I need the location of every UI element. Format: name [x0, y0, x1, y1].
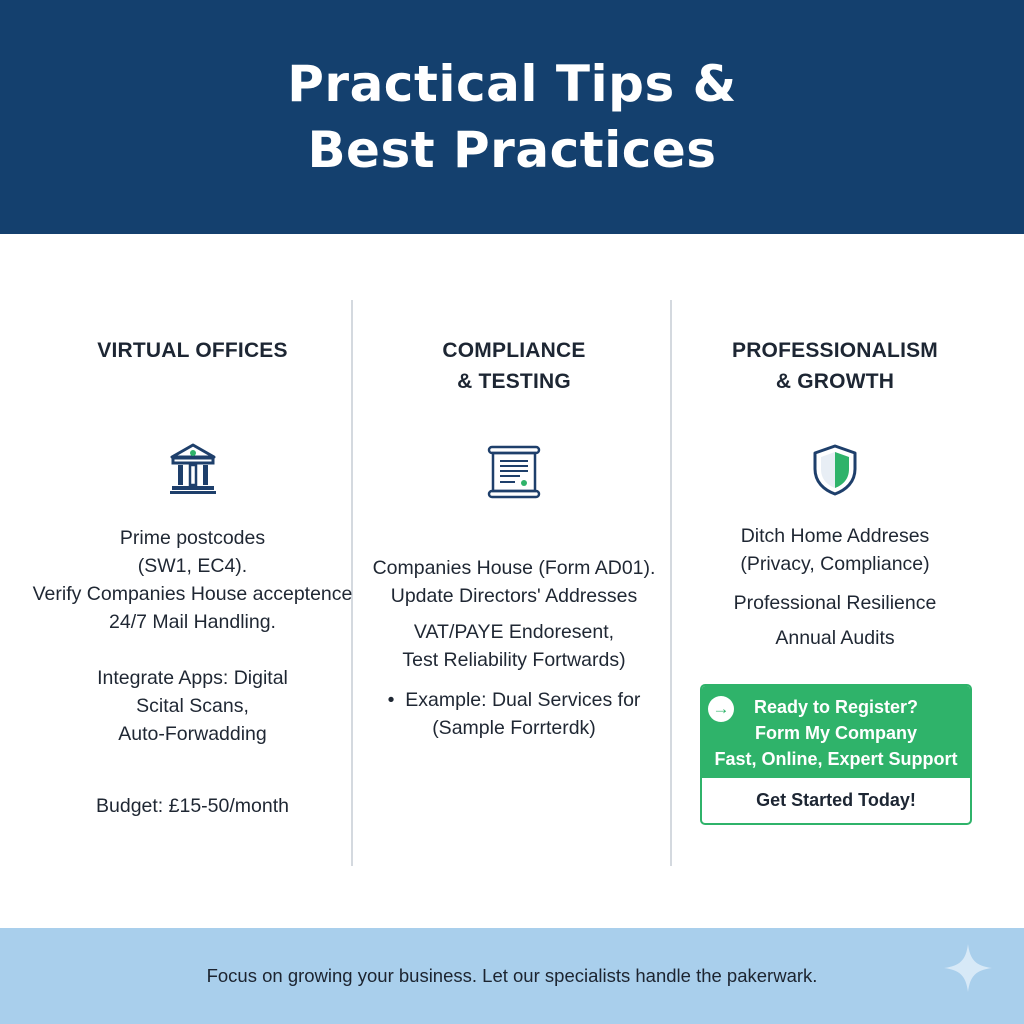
column-title — [20, 335, 365, 366]
column-title-line: PROFESSIONALISM — [731, 339, 939, 362]
cta-banner — [702, 686, 970, 778]
text-line: Example: Dual Services for — [405, 689, 641, 711]
column-title — [680, 335, 990, 397]
text-line: Scital Scans, — [136, 695, 249, 717]
cta-headline: Ready to Register? — [753, 697, 919, 717]
text-block — [355, 618, 673, 674]
text-line: 24/7 Mail Handling. — [109, 611, 276, 633]
page-header — [0, 0, 1024, 234]
column-title — [355, 335, 673, 397]
text-line: Ditch Home Addreses — [740, 525, 930, 547]
text-block — [680, 589, 990, 617]
cta-tagline: Fast, Online, Expert Support — [714, 749, 958, 769]
text-line: VAT/PAYE Endoresent, — [413, 621, 615, 643]
get-started-button[interactable]: Get Started Today! — [756, 790, 916, 810]
page-title-line-1: Practical Tips & — [287, 55, 737, 113]
page-title-line-2: Best Practices — [307, 121, 717, 179]
text-block — [355, 686, 673, 742]
bullet-item — [355, 686, 673, 714]
text-line: Prime postcodes — [119, 527, 266, 549]
column-compliance-testing — [355, 335, 673, 875]
text-line: Integrate Apps: Digital — [97, 667, 288, 689]
page-footer — [0, 928, 1024, 1024]
text-line: (SW1, EC4). — [137, 555, 248, 577]
shield-icon — [810, 443, 860, 502]
column-title-line: VIRTUAL OFFICES — [97, 339, 288, 362]
text-line: Verify Companies House acceptence — [32, 583, 353, 605]
text-line: Professional Resilience — [733, 592, 937, 614]
document-scroll-icon — [485, 443, 543, 506]
budget-text: Budget: £15-50/month — [96, 795, 289, 817]
text-line: Annual Audits — [775, 627, 895, 649]
footer-text: Focus on growing your business. Let our specialists handle the pakerwark. — [206, 965, 818, 986]
text-block — [20, 524, 365, 636]
bank-building-icon — [168, 443, 218, 500]
column-title-line: & GROWTH — [775, 370, 895, 393]
arrow-right-icon[interactable]: → — [708, 696, 734, 722]
sparkle-icon — [942, 942, 994, 999]
column-title-line: COMPLIANCE — [442, 339, 586, 362]
text-block — [680, 624, 990, 652]
bullet-icon: • — [387, 689, 395, 711]
text-line: Update Directors' Addresses — [390, 585, 638, 607]
cta-subline: Form My Company — [754, 723, 918, 743]
text-line: Test Reliability Fortwards) — [402, 649, 626, 671]
text-block — [680, 522, 990, 578]
column-title-line: & TESTING — [457, 370, 571, 393]
text-line: (Sample Forrterdk) — [432, 717, 596, 739]
text-block — [355, 554, 673, 610]
column-virtual-offices — [20, 335, 365, 875]
text-line: Auto-Forwadding — [118, 723, 267, 745]
text-block — [20, 664, 365, 748]
text-block — [20, 792, 365, 820]
text-line: Companies House (Form AD01). — [372, 557, 656, 579]
register-cta-card — [700, 684, 972, 825]
text-line: (Privacy, Compliance) — [740, 553, 930, 575]
